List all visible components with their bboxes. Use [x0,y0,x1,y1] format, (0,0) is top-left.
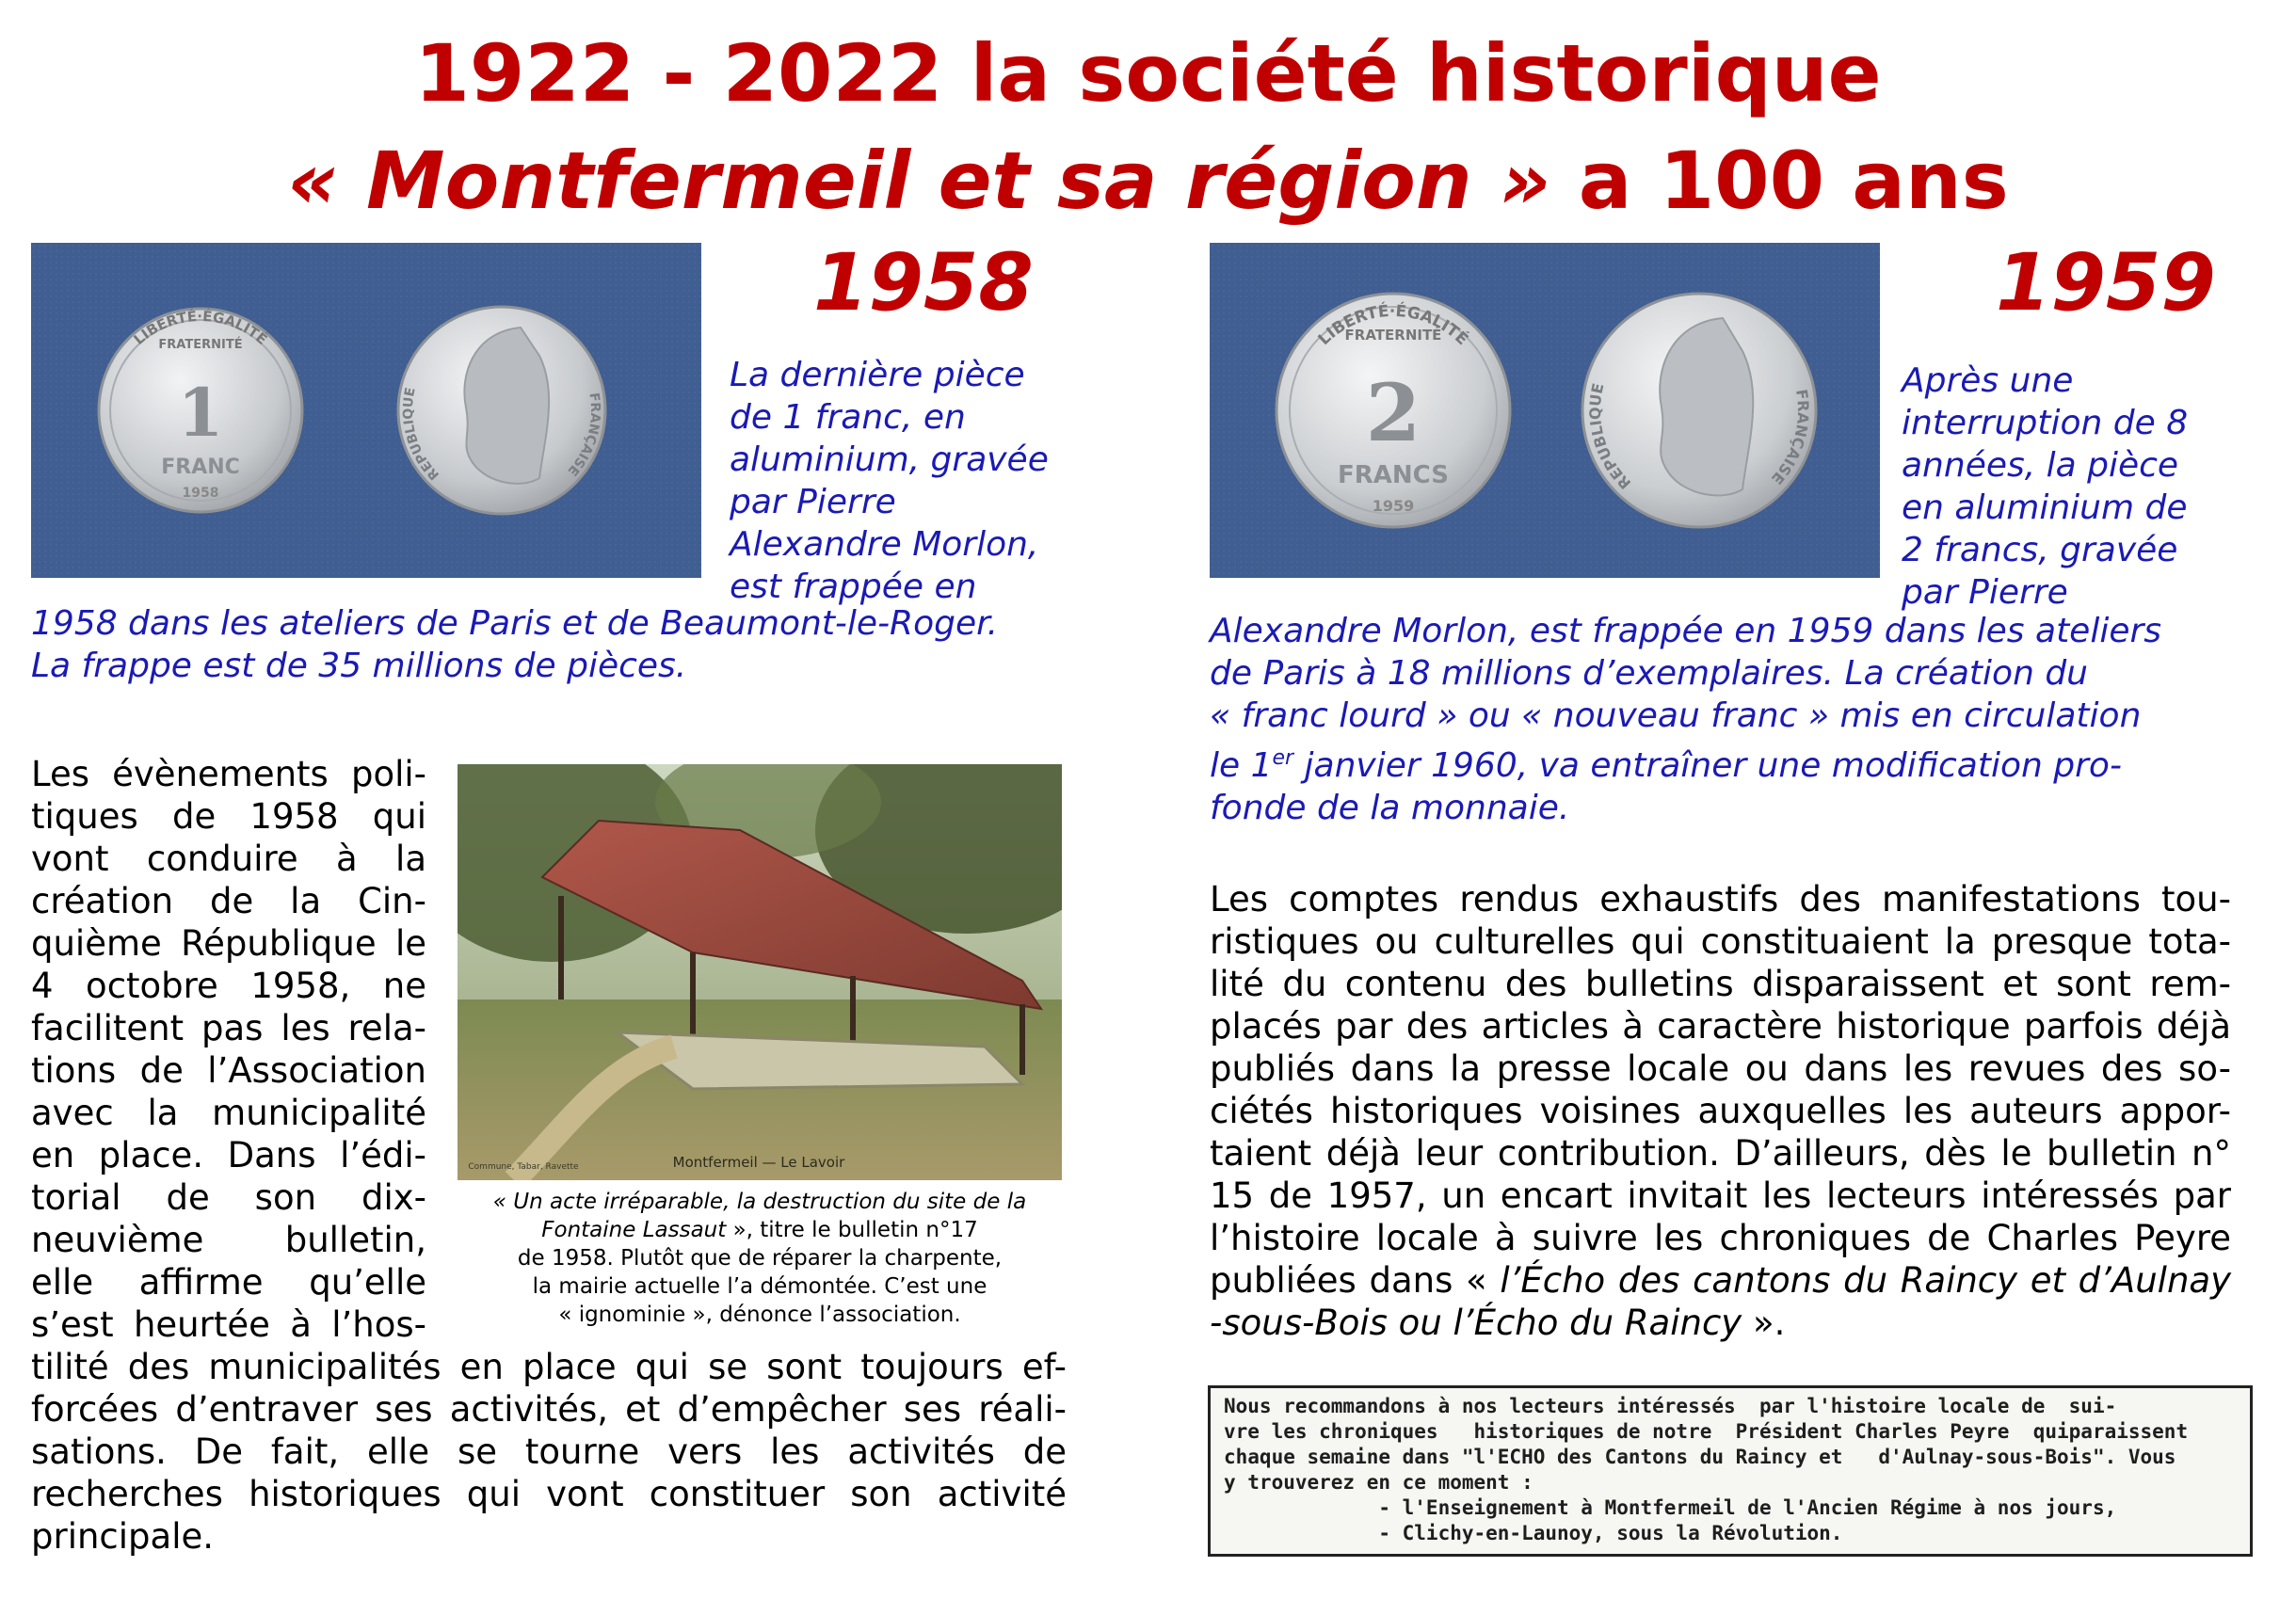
coin-1-franc-svg [31,243,701,578]
article-1958-body-full [31,1346,1067,1515]
marianne-head-icon [464,328,549,484]
text-line [458,1188,1062,1216]
text-line: principale. [31,1516,215,1557]
text-line: vont conduire à la [31,839,426,879]
article-1958-body-last [31,1515,1067,1558]
year-1959-heading: 1959 [1996,236,2216,328]
text-line: facilitent pas les rela- [31,1008,426,1048]
text-line: taient déjà leur contribution. D’ailleurs, dès le bulletin n° [1210,1133,2231,1174]
text-line: interruption de 8 [1902,404,2189,442]
text-line: lité du contenu des bulletins disparaissent et sont rem- [1210,964,2231,1004]
text-fragment: ». [1742,1303,1786,1343]
text-line: 2 francs, gravée [1902,531,2178,569]
text-line: tilité des municipalités en place qui se sont toujours ef- [31,1347,1067,1387]
text-line: de 1 franc, en [730,398,966,437]
text-fragment: publiées dans « [1210,1260,1501,1301]
text-fragment: janvier 1960, va entraîner une modification pro- [1293,746,2122,785]
text-fragment: le 1 [1210,746,1273,785]
text-line: La frappe est de 35 millions de pièces. [31,647,687,685]
coin-2-francs-image [1210,243,1880,578]
text-line: placés par des articles à caractère historique parfois déjà [1210,1006,2231,1047]
coin-1-motto: LIBERTÉ·ÉGALITÉ [130,307,271,348]
page-title-line2 [0,134,2296,228]
text-line: Les évènements poli- [31,754,426,794]
newspaper-title: l’Écho des cantons du Raincy et d’Aulnay [1500,1260,2231,1301]
text-line: ciétés historiques voisines auxquelles les auteurs appor- [1210,1091,2231,1131]
newspaper-title-continued: -sous-Bois ou l’Écho du Raincy [1210,1303,1742,1343]
lavoir-postcard-svg [458,764,1062,1180]
coin-2-fraternite: FRATERNITÉ [1344,327,1442,344]
text-line: « franc lourd » ou « nouveau franc » mis en circulation [1210,696,2142,735]
postcard-credit: Commune, Tabar, Ravette [468,1162,579,1172]
text-line: Alexandre Morlon, est frappée en 1959 dans les ateliers [1210,612,2162,650]
text-line: la mairie actuelle l’a démontée. C’est une [532,1274,987,1299]
coin-1-francaise: FRANÇAISE [564,392,603,479]
text-line: tions de l’Association [31,1050,426,1091]
text-line: par Pierre [730,483,896,521]
coin-2-republique: REPUBLIQUE [1585,381,1635,493]
coin-1-republique: REPUBLIQUE [400,386,443,483]
text-line: neuvième bulletin, [31,1220,426,1260]
caption-quote-start: « Un acte irréparable, la destruction du site de la [492,1190,1027,1214]
coin-2-year: 1959 [1372,497,1415,515]
text-line: Alexandre Morlon, [730,525,1039,564]
marianne-head-icon [1660,318,1753,495]
article-1959-body-last [1210,1302,2231,1344]
caption-bulletin-ref: », titre le bulletin n°17 [726,1218,978,1242]
text-line: Les comptes rendus exhaustifs des manifestations tou- [1210,879,2231,919]
text-line: torial de son dix- [31,1177,426,1218]
coin-2-value: 2 [1365,366,1421,459]
text-line: l’histoire locale à suivre les chroniques de Charles Peyre [1210,1218,2231,1258]
page-title-society-name: « Montfermeil et sa région » [287,135,1551,227]
text-line: par Pierre [1902,573,2068,612]
text-line: est frappée en [730,568,977,606]
text-line: elle affirme qu’elle [31,1262,426,1303]
text-line [458,1216,1062,1244]
coin-1959-description-side [1902,360,2278,614]
text-line: quième République le [31,923,426,964]
text-line: Après une [1902,361,2074,400]
superscript-er: er [1272,746,1294,770]
text-line: s’est heurtée à l’hos- [31,1304,426,1345]
text-line: 15 de 1957, un encart invitait les lecteurs intéressés par [1210,1175,2231,1216]
lavoir-photo-caption [458,1188,1062,1329]
text-line: aluminium, gravée [730,440,1049,479]
coin-2-unit: FRANCS [1338,461,1449,489]
clipping-line: chaque semaine dans "l'ECHO des Cantons du Raincy et d'Aulnay-sous-Bois". Vous [1224,1446,2176,1468]
text-line: création de la Cin- [31,881,426,921]
page-title-line1: 1922 - 2022 la société historique [414,27,1882,120]
caption-fontaine-lassaut: Fontaine Lassaut [541,1218,727,1242]
coin-1-year: 1958 [182,486,219,501]
postcard-caption: Montfermeil — Le Lavoir [672,1154,845,1171]
page-title-age: a 100 ans [1550,135,2009,227]
text-line: « ignominie », dénonce l’association. [558,1303,961,1327]
coin-2-francs-svg [1210,243,1880,578]
clipping-line: - l'Enseignement à Montfermeil de l'Ancien Régime à nos jours, [1224,1496,2117,1519]
text-line: publiés dans la presse locale ou dans les revues des so- [1210,1048,2231,1089]
text-line: forcées d’entraver ses activités, et d’empêcher ses réali- [31,1389,1067,1430]
text-line: avec la municipalité [31,1093,426,1133]
clipping-line: y trouverez en ce moment : [1224,1471,1533,1494]
coin-1958-description-full [31,602,1085,687]
coin-2-francaise: FRANÇAISE [1767,388,1813,488]
lavoir-postcard-photo [458,764,1062,1180]
text-line [1210,1259,2231,1302]
text-line: tiques de 1958 qui [31,796,426,837]
text-line: sations. De fait, elle se tourne vers les activités de [31,1431,1067,1472]
text-line: ristiques ou culturelles qui constituaient la presque tota- [1210,921,2231,962]
clipping-line: Nous recommandons à nos lecteurs intéressés par l'histoire locale de sui- [1224,1395,2117,1417]
bulletin-clipping [1208,1385,2253,1557]
text-line: en place. Dans l’édi- [31,1135,426,1175]
coin-1958-description-side [730,354,1087,608]
coin-1-franc-image [31,243,701,578]
text-line: recherches historiques qui vont constituer son activité [31,1474,1067,1514]
text-line: 4 octobre 1958, ne [31,966,426,1006]
year-1958-heading: 1958 [813,236,1034,328]
coin-1-value: 1 [177,374,224,452]
text-line: La dernière pièce [730,356,1025,394]
clipping-line: vre les chroniques historiques de notre Président Charles Peyre quiparaissent [1224,1420,2189,1443]
text-line: 1958 dans les ateliers de Paris et de Beaumont-le-Roger. [31,604,999,643]
text-line: années, la pièce [1902,446,2179,485]
clipping-line: - Clichy-en-Launoy, sous la Révolution. [1224,1522,1843,1544]
text-line: de Paris à 18 millions d’exemplaires. La création du [1210,654,2088,693]
article-1959-body [1210,878,2231,1302]
article-1958-body-side [31,753,426,1346]
coin-1-fraternite: FRATERNITÉ [158,338,243,352]
text-line: de 1958. Plutôt que de réparer la charpente, [517,1246,1003,1271]
coin-1959-description-full [1210,610,2273,829]
text-line: en aluminium de [1902,488,2188,527]
coin-2-motto: LIBERTÉ·ÉGALITÉ [1314,301,1472,349]
text-line: fonde de la monnaie. [1210,789,1570,827]
coin-1-unit: FRANC [161,456,240,479]
text-line [1210,737,2273,787]
